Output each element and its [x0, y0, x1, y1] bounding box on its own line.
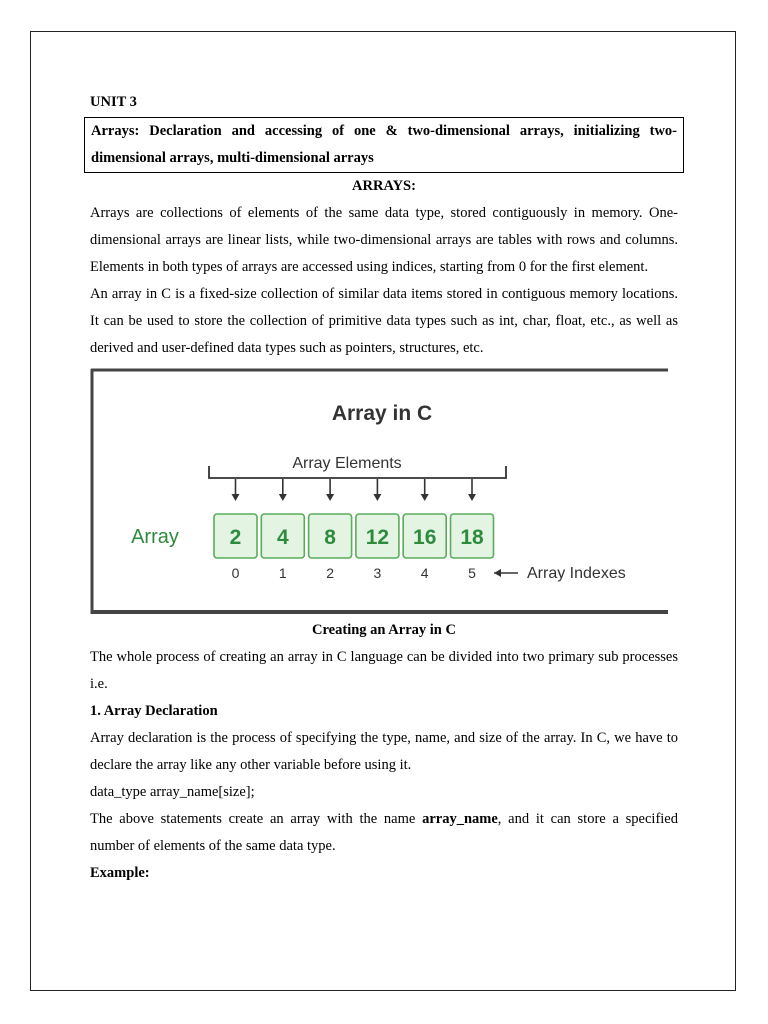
array-cell-value: 16	[413, 526, 437, 549]
array-elements-label: Array Elements	[292, 455, 402, 472]
para5-text-after: , and it can store a specified number of elements of the same data type.	[90, 811, 678, 854]
array-label: Array	[131, 526, 179, 548]
array-index-label: 5	[468, 565, 476, 581]
document-body	[90, 92, 678, 887]
section-title: ARRAYS:	[352, 178, 416, 194]
paragraph-declaration: Array declaration is the process of specifying the type, name, and size of the array. In C, we have to declare the array like any other variable before using it.	[90, 730, 678, 773]
paragraph-array-in-c: An array in C is a fixed-size collection of similar data items stored in contiguous memory locations. It can be used to store the collection of primitive data types such as int, char, float, etc., as well as derived and user-defined data types such as pointers, structures, etc.	[90, 286, 678, 356]
array-index-label: 2	[326, 565, 334, 581]
figure-title: Array in C	[331, 402, 433, 425]
example-label: Example:	[90, 865, 150, 881]
topic-box: Arrays: Declaration and accessing of one & two-dimensional arrays, initializing two-dimensional arrays, multi-dimensional arrays	[84, 117, 684, 173]
array-index-label: 0	[231, 565, 240, 581]
array-indexes-label: Array Indexes	[527, 565, 626, 582]
paragraph-statement-explanation	[90, 806, 678, 860]
array-figure	[90, 368, 668, 614]
array-index-label: 1	[278, 565, 287, 581]
paragraph-arrays-intro: Arrays are collections of elements of the same data type, stored contiguously in memory. One-dimensional arrays are linear lists, while two-dimensional arrays are tables with rows and columns. Elements in both types of arrays are accessed using indices, starting from 0 for the first element.	[90, 205, 678, 275]
paragraph-creating-process: The whole process of creating an array in C language can be divided into two primary sub processes i.e.	[90, 649, 678, 692]
array-index-label: 3	[373, 565, 382, 581]
array-diagram	[90, 368, 668, 614]
figure-caption: Creating an Array in C	[312, 622, 456, 638]
sub-heading-array-declaration: 1. Array Declaration	[90, 703, 218, 719]
array-index-label: 4	[420, 565, 429, 581]
array-name-term: array_name	[422, 811, 498, 827]
para5-text-before: The above statements create an array with the name	[90, 811, 423, 827]
array-cell-value: 2	[229, 526, 242, 549]
array-cell-value: 8	[324, 526, 336, 549]
array-cell-value: 4	[276, 526, 289, 549]
array-cell-value: 18	[460, 526, 484, 549]
array-cell-value: 12	[365, 526, 390, 549]
unit-heading: UNIT 3	[90, 94, 137, 110]
syntax-line: data_type array_name[size];	[90, 784, 255, 800]
